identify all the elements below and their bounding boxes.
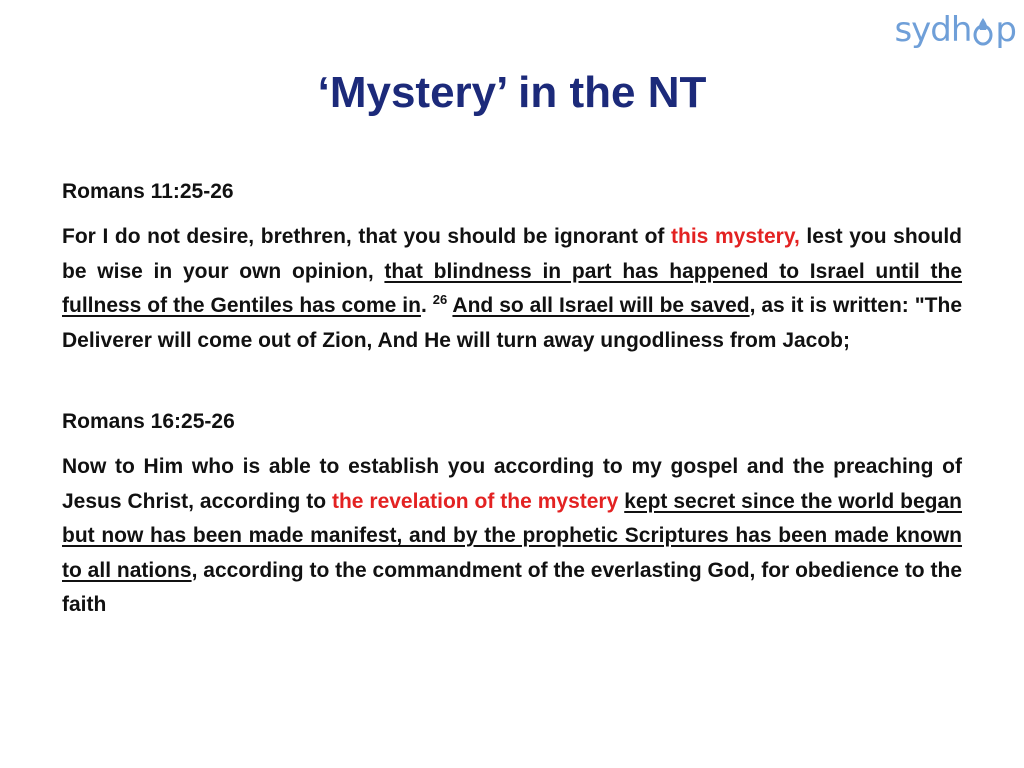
passage-2-segment-1: Now to Him who is able to establish you according to my gospel and the preaching of Jesus Christ, according to bbox=[62, 455, 962, 513]
passage-1-reference: Romans 11:25-26 bbox=[62, 180, 234, 203]
logo-text-start: sydh bbox=[894, 10, 972, 50]
passage-1-underline-2: And so all Israel will be saved bbox=[452, 294, 750, 317]
passage-1-segment-3: lest you should be wise in your own opinion, bbox=[62, 225, 962, 283]
droplet-icon bbox=[972, 15, 994, 45]
passage-2-highlight: the revelation of the mystery bbox=[331, 489, 619, 513]
slide-title: ‘Mystery’ in the NT bbox=[317, 68, 707, 117]
verse-number: 26 bbox=[432, 292, 448, 307]
slide-content bbox=[62, 176, 962, 623]
passage-1-text bbox=[62, 220, 962, 358]
passage-2-text bbox=[62, 450, 962, 623]
passage-2-underline: kept secret since the world began but now has been made manifest, and by the prophetic Scriptures has been made known to all nations bbox=[62, 489, 962, 582]
logo-text-end: p bbox=[995, 10, 1016, 50]
passage-1-highlight: this mystery, bbox=[671, 225, 800, 248]
sydhop-logo bbox=[894, 10, 1016, 50]
passage-1-underline-1: that blindness in part has happened to Israel until the fullness of the Gentiles has come in bbox=[62, 259, 963, 317]
passage-2-segment-5: , according to the commandment of the everlasting God, for obedience to the faith bbox=[62, 558, 963, 616]
passage-2-reference: Romans 16:25-26 bbox=[62, 410, 235, 433]
passage-1-segment-8: , as it is written: "The Deliverer will come out of Zion, And He will turn away ungodliness from Jacob; bbox=[62, 294, 963, 352]
passage-1-segment-1: For I do not desire, brethren, that you should be ignorant of bbox=[62, 225, 672, 248]
passage-1-segment-5: . bbox=[420, 294, 433, 317]
spacer bbox=[62, 358, 962, 406]
